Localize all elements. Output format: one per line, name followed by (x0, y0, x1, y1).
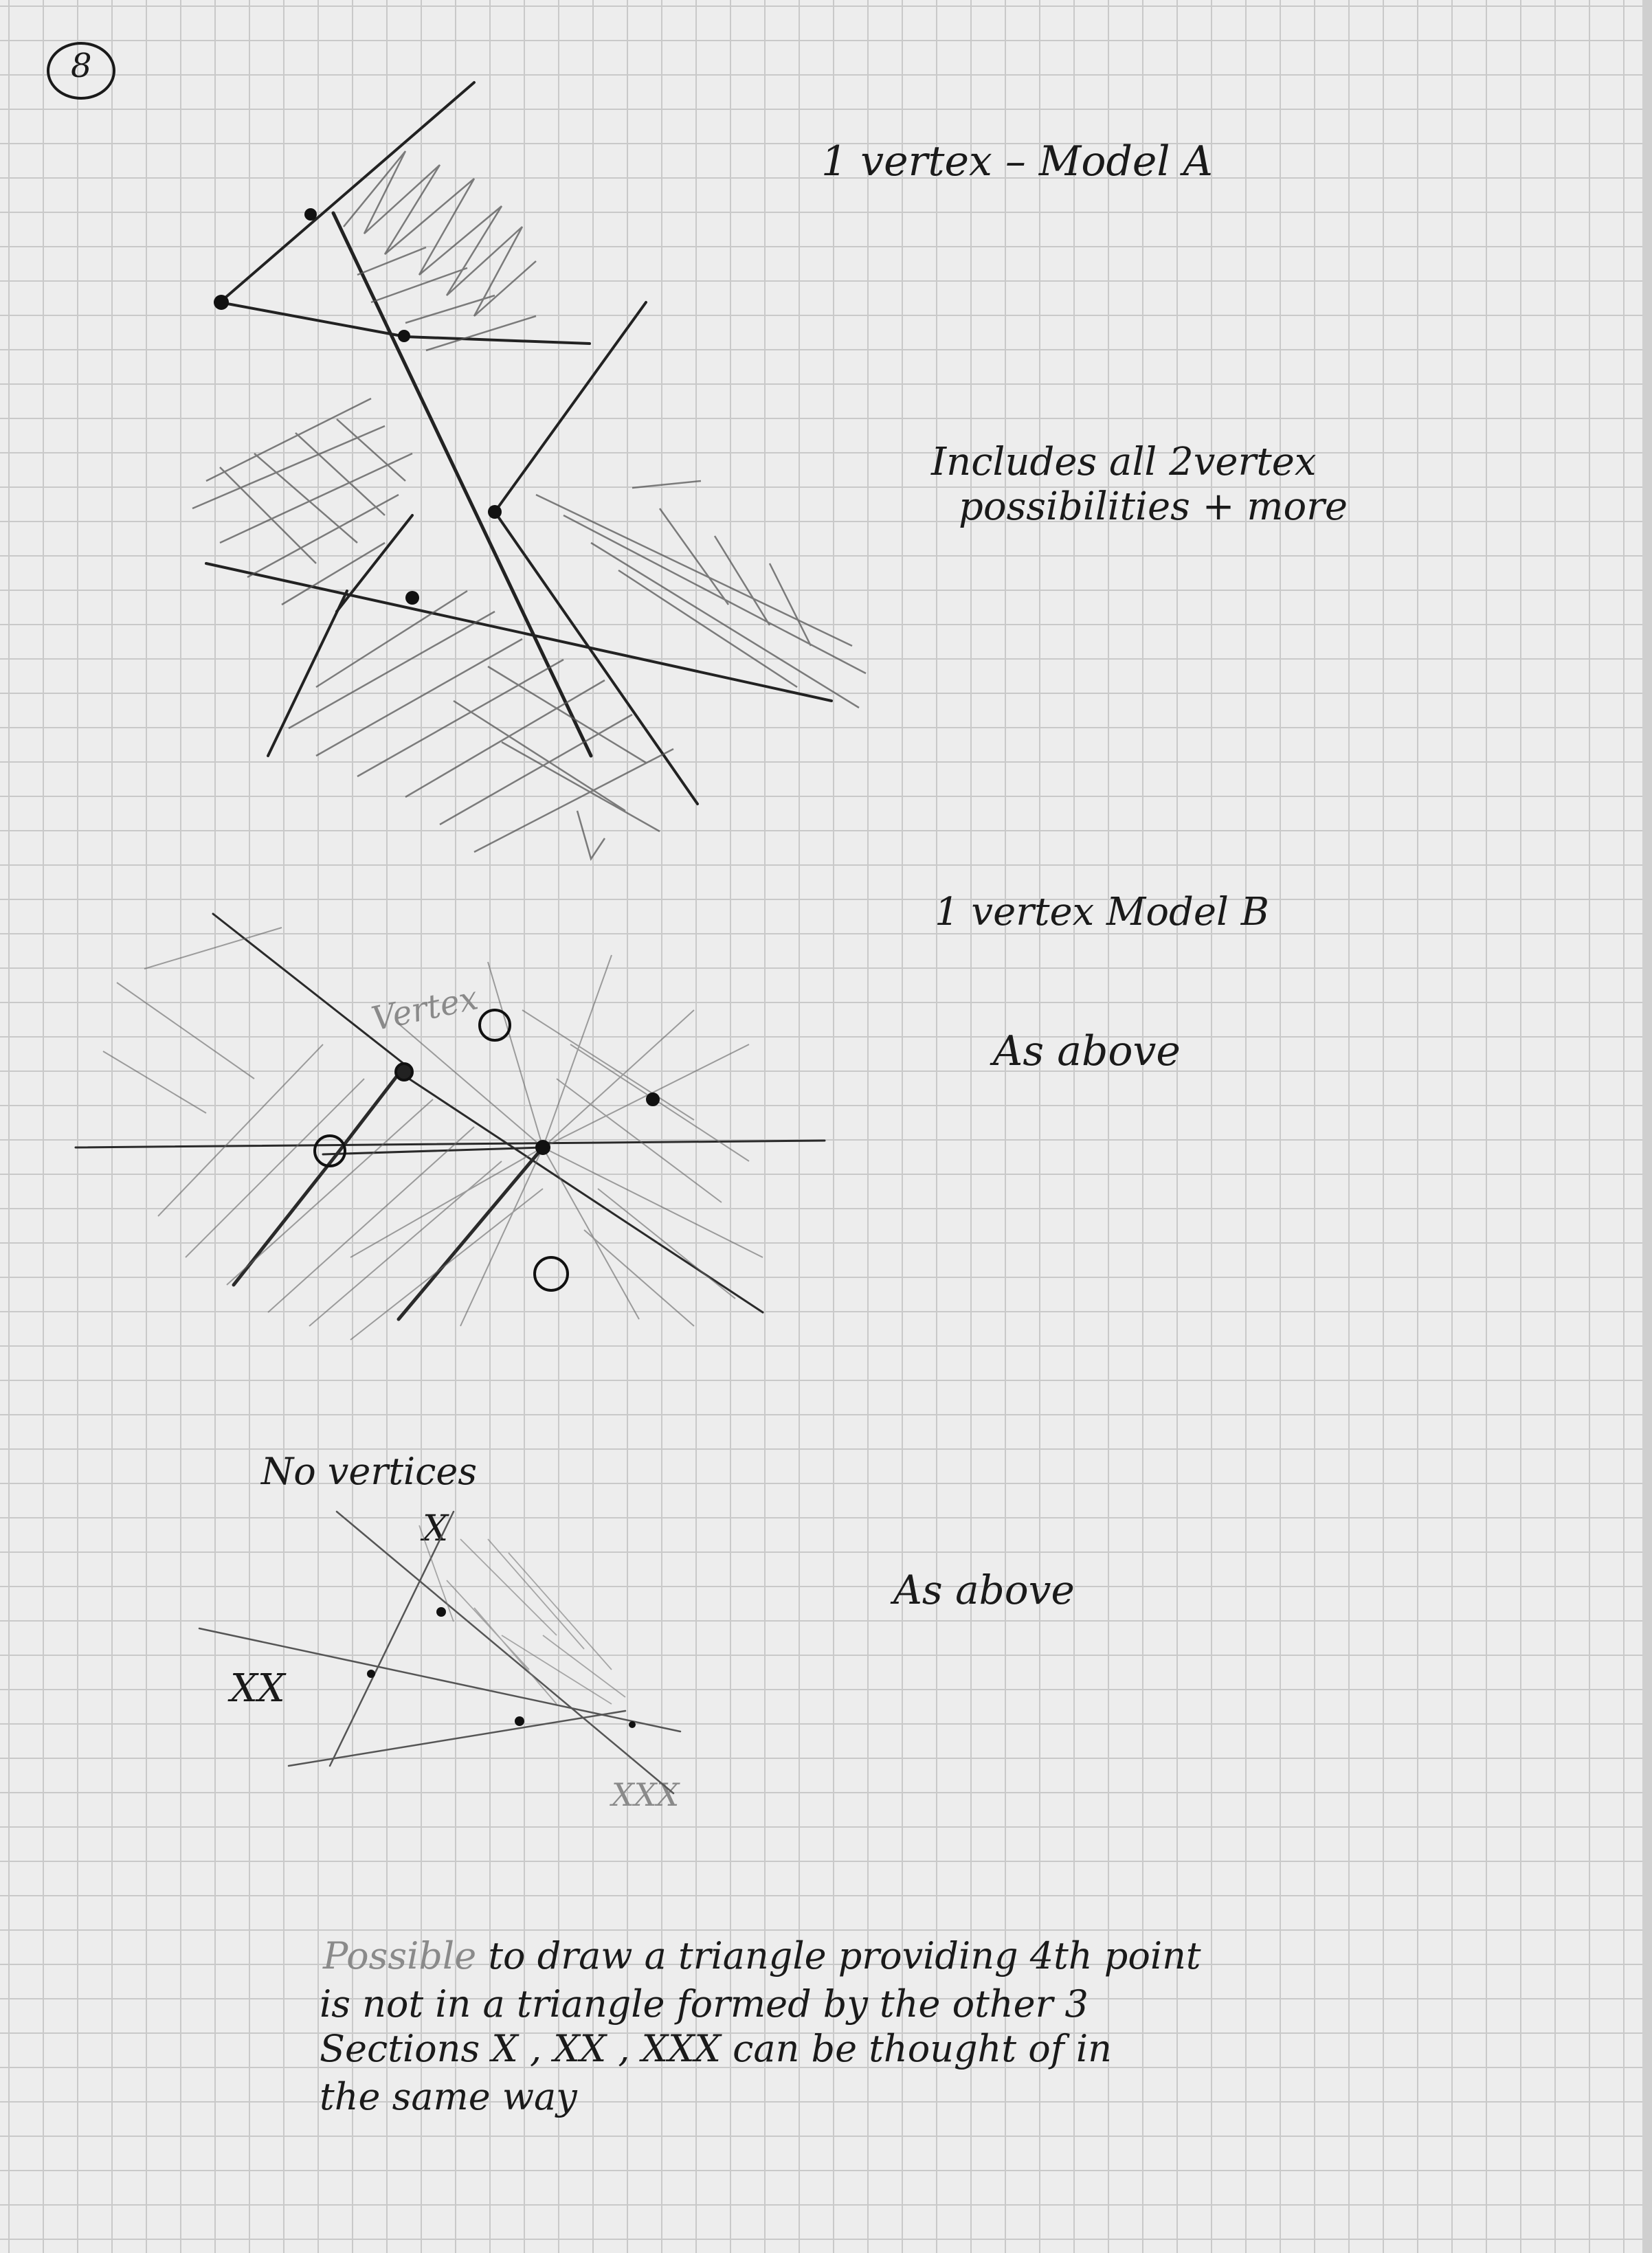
section-c-mark-xxx: XXX (612, 1776, 680, 1813)
conclusion-line2: is not in a triangle formed by the other 3 (320, 1982, 1089, 2026)
section-a-title: 1 vertex – Model A (821, 137, 1213, 186)
conclusion-line1 (323, 1934, 1201, 1977)
section-c-mark-xx: XX (230, 1666, 285, 1711)
model-b-sketch (76, 873, 831, 1367)
section-b-sketch-label: Vertex (368, 978, 482, 1039)
section-a-note-line2: possibilities + more (959, 484, 1348, 529)
conclusion-line3: Sections X , XX , XXX can be thought of in (320, 2027, 1112, 2070)
conclusion-line1-faint: Possible (323, 1934, 477, 1977)
page-edge-shadow (1642, 0, 1652, 2253)
model-a-sketch (179, 69, 907, 893)
conclusion-line1-rest: to draw a triangle providing 4th point (488, 1934, 1201, 1977)
section-b-title: 1 vertex Model B (935, 890, 1269, 934)
section-c-note: As above (893, 1567, 1075, 1613)
section-c-mark-x: X (423, 1508, 449, 1549)
page-number: 8 (71, 47, 92, 85)
section-c-title: No vertices (261, 1450, 478, 1493)
no-vertices-sketch (199, 1498, 749, 1841)
conclusion-line4: the same way (320, 2075, 577, 2118)
section-b-note: As above (993, 1027, 1181, 1075)
section-a-note-line1: Includes all 2vertex (931, 440, 1317, 484)
